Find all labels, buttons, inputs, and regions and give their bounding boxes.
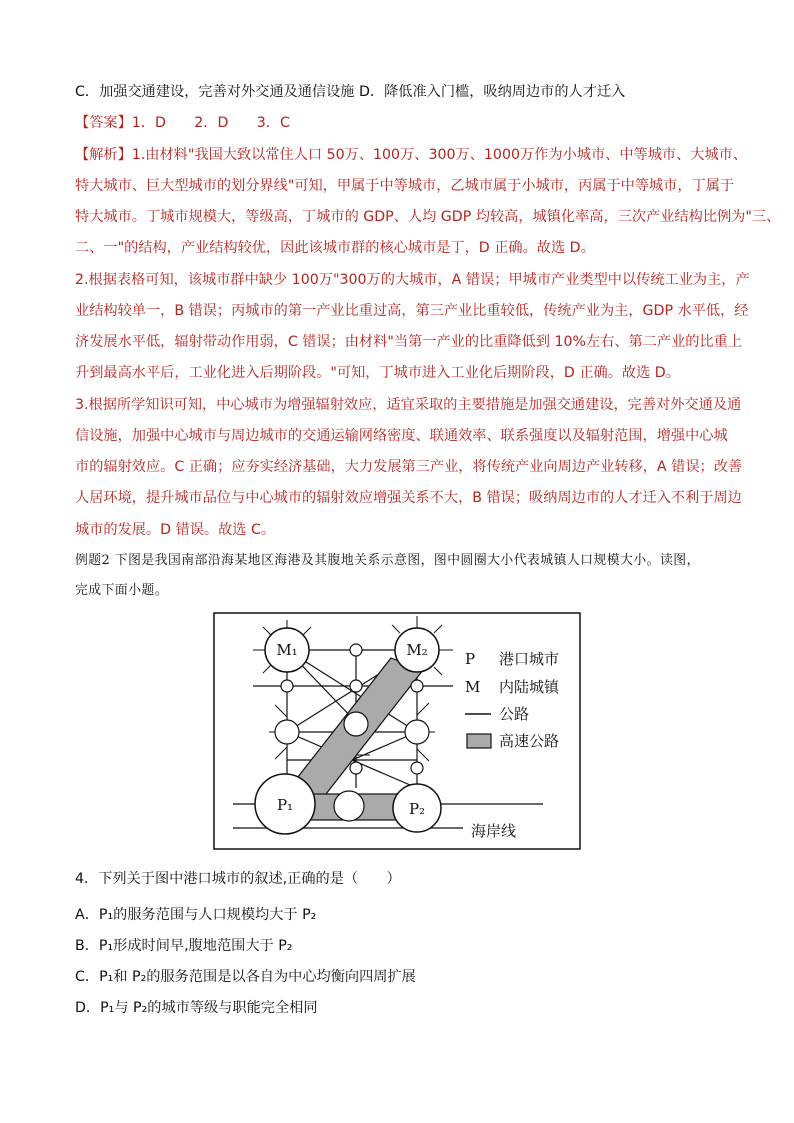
analysis-line: 2.根据表格可知，该城市群中缺少 100万"300万的大城市，A 错误；甲城市产业类型中以传统工业为主，产 (75, 272, 750, 288)
question-stem: 4．下列关于图中港口城市的叙述,正确的是（ ） (75, 871, 401, 887)
analysis-line: 市的辐射效应。C 正确；应夯实经济基础，大力发展第三产业，将传统产业向周边产业转移，A 错误；改善 (75, 459, 743, 475)
legend-p: 港口城市 (499, 650, 560, 668)
p1-label: P₁ (276, 796, 294, 814)
example-heading-cont: 完成下面小题。 (75, 583, 169, 598)
analysis-line: 人居环境，提升城市品位与中心城市的辐射效应增强关系不大，B 错误；吸纳周边市的人才迁入不利于周边 (75, 490, 742, 506)
legend-highway: 高速公路 (499, 732, 560, 750)
option-b[interactable]: B．P₁形成时间早,腹地范围大于 P₂ (75, 938, 293, 954)
analysis-line: 3.根据所学知识可知，中心城市为增强辐射效应，适宜采取的主要措施是加强交通建设，完善对外交通及通 (75, 397, 742, 413)
legend-m: 内陆城镇 (499, 678, 560, 696)
analysis-line: 升到最高水平后，工业化进入后期阶段。"可知，丁城市进入工业化后期阶段，D 正确。故选 D。 (75, 365, 680, 381)
legend-m-key: M (465, 678, 481, 696)
analysis-line: 特大城市。丁城市规模大，等级高，丁城市的 GDP、人均 GDP 均较高，城镇化率高，三次产业结构比例为"三、 (75, 209, 781, 225)
answer-line: 【答案】1．D 2．D 3．C (75, 115, 290, 131)
option-c[interactable]: C．P₁和 P₂的服务范围是以各自为中心均衡向四周扩展 (75, 969, 416, 985)
analysis-line: 济发展水平低，辐射带动作用弱，C 错误；由材料"当第一产业的比重降低到 10%左右、第二产业的比重上 (75, 334, 743, 350)
analysis-line: 特大城市、巨大型城市的划分界线"可知，甲属于中等城市，乙城市属于小城市，丙属于中等城市，丁属于 (75, 178, 735, 194)
legend-highway-swatch (467, 734, 491, 748)
port-hinterland-diagram (213, 612, 581, 850)
option-cd-line: C．加强交通建设，完善对外交通及通信设施 D．降低准入门槛，吸纳周边市的人才迁入 (75, 84, 626, 100)
m2-label: M₂ (406, 641, 428, 659)
p2-label: P₂ (408, 800, 426, 818)
legend-road: 公路 (499, 705, 530, 723)
legend-p-key: P (465, 650, 476, 668)
analysis-line (75, 145, 747, 165)
analysis-text: 【解析】1.由材料"我国大致以常住人口 50万、100万、300万、1000万作为小城市、中等城市、大城市、 (75, 147, 748, 163)
example-heading: 例题2 下图是我国南部沿海某地区海港及其腹地关系示意图，图中圆圈大小代表城镇人口规模大小。读图， (75, 553, 700, 568)
analysis-line: 信设施，加强中心城市与周边城市的交通运输网络密度、联通效率、联系强度以及辐射范围，增强中心城 (75, 428, 728, 444)
analysis-line: 业结构较单一，B 错误；丙城市的第一产业比重过高，第三产业比重较低，传统产业为主，GDP 水平低，经 (75, 303, 749, 319)
analysis-line: 城市的发展。D 错误。故选 C。 (75, 522, 276, 538)
m1-label: M₁ (276, 641, 298, 659)
option-d[interactable]: D．P₁与 P₂的城市等级与职能完全相同 (75, 1000, 318, 1016)
option-a[interactable]: A．P₁的服务范围与人口规模均大于 P₂ (75, 907, 317, 923)
analysis-line: 二、一"的结构，产业结构较优，因此该城市群的核心城市是丁，D 正确。故选 D。 (75, 240, 595, 256)
coastline-label: 海岸线 (471, 822, 517, 840)
